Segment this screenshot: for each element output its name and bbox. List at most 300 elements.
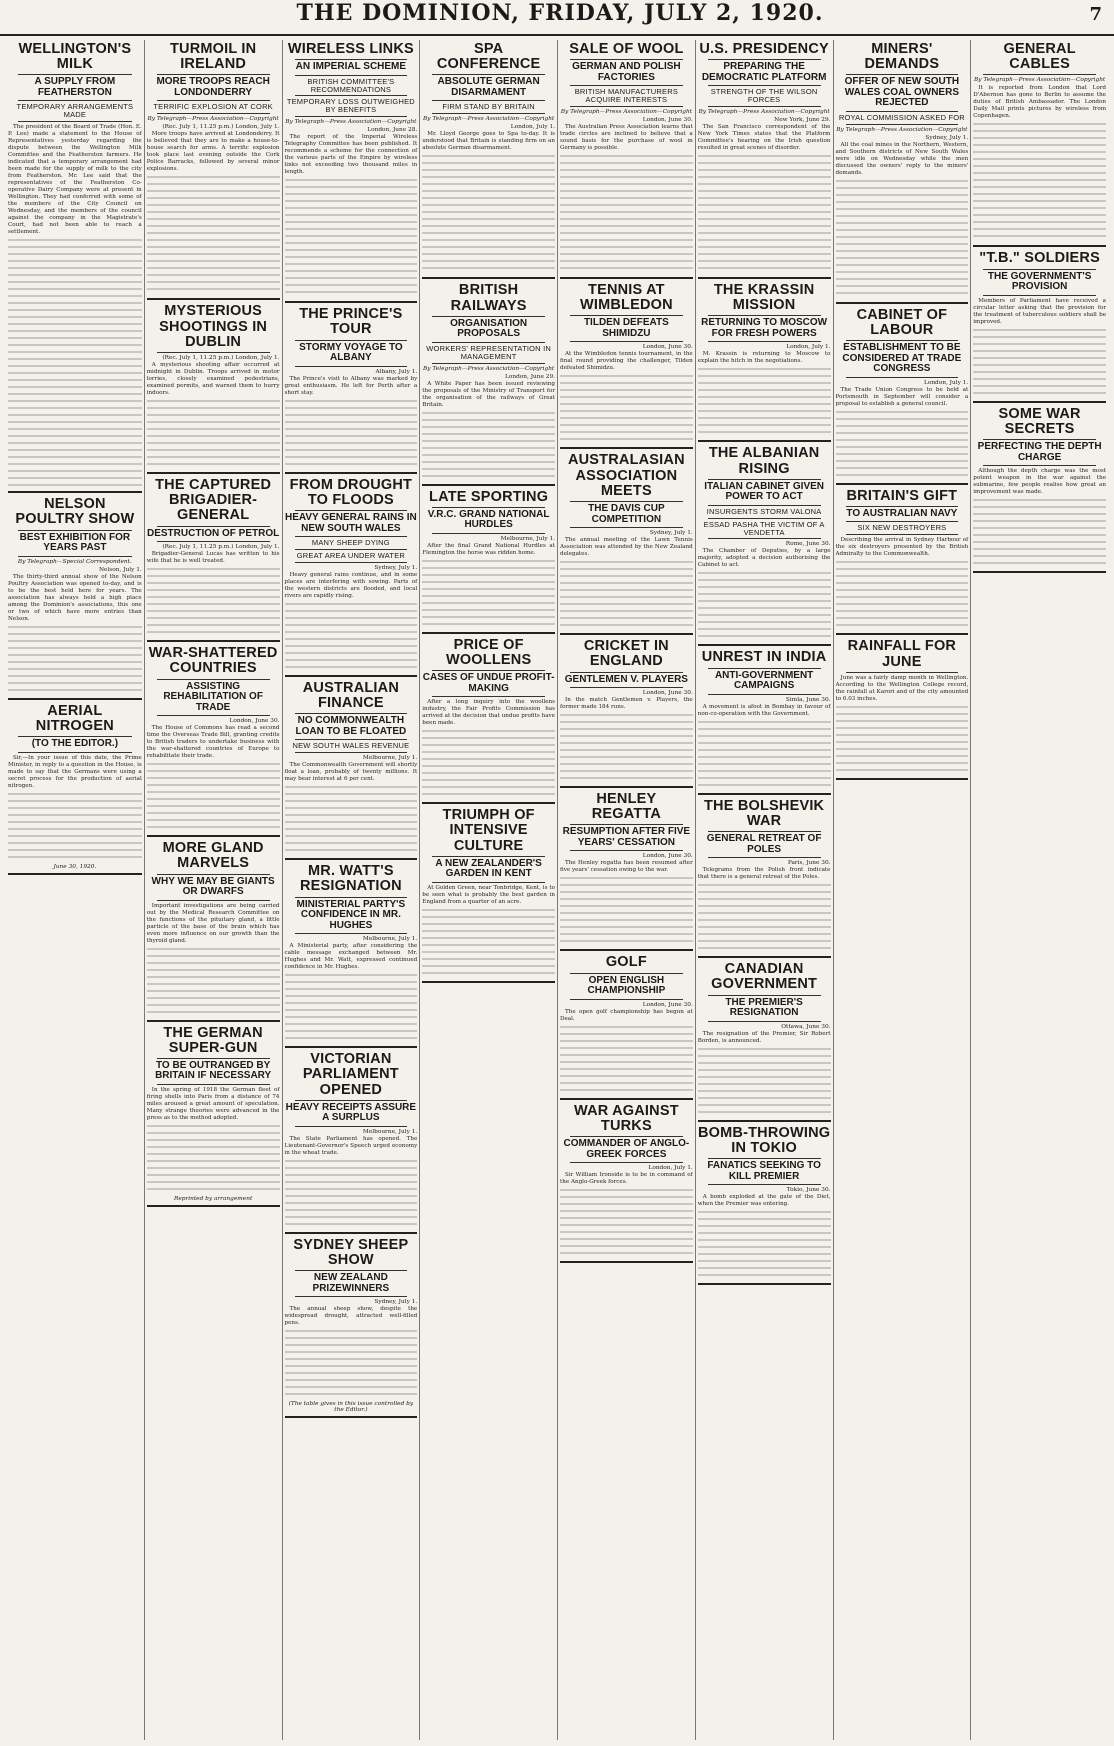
body-text-lines [422, 908, 555, 978]
subhead-rule [983, 295, 1096, 296]
article-dateline: Sydney, July 1. [649, 530, 693, 537]
subhead-rule [570, 687, 683, 688]
article [836, 308, 969, 485]
article-divider [560, 786, 693, 788]
article [285, 307, 418, 473]
article-dateline: London, June 28. [367, 127, 418, 134]
article-subhead: TEMPORARY ARRANGEMENTS MADE [16, 102, 134, 120]
article-body: All the coal mines in the Northern, Western, and Southern districts of New South Wales were idle on Wednesday while the men discussed the owners' reply to the miners' demands. [835, 141, 969, 176]
article-dateline: London, June 30. [642, 344, 693, 351]
subhead-rule [432, 696, 545, 697]
article-divider [560, 277, 693, 279]
article-subhead: ORGANISATION PROPOSALS [450, 317, 528, 340]
article-subhead: (TO THE EDITOR.) [31, 738, 119, 750]
headline-rule [295, 713, 408, 714]
article-dateline: London, June 30. [229, 718, 280, 725]
article [560, 453, 693, 635]
article-divider [560, 633, 693, 635]
article-body: More troops have arrived at Londonderry. It is believed that they are to make a house-to-house search for arms. A terrific explosion took place last evening outside the Cork Police Barracks, followed by several minor explosions. [146, 131, 280, 173]
article-subhead: TEMPORARY LOSS OUTWEIGHED BY BENEFITS [286, 97, 415, 115]
headline-rule [157, 352, 270, 353]
article-subhead: GERMAN AND POLISH FACTORIES [572, 61, 681, 83]
body-text-lines [147, 762, 280, 832]
body-text-lines [285, 973, 418, 1043]
subhead-rule [295, 75, 408, 76]
headline-rule [18, 736, 132, 737]
body-text-lines [8, 625, 142, 695]
article [285, 1238, 418, 1418]
subhead-rule [157, 541, 270, 542]
article-dateline: Nelson, July 1. [98, 566, 142, 573]
subhead-rule [432, 100, 545, 101]
article [560, 42, 693, 279]
body-text-lines [698, 1210, 831, 1280]
body-text-lines [147, 175, 280, 295]
article-subhead: PREPARING THE DEMOCRATIC PLATFORM [701, 61, 827, 83]
body-text-lines [698, 883, 831, 953]
headline-rule [983, 439, 1096, 440]
article-subhead: SIX NEW DESTROYERS [857, 523, 947, 533]
article-body: In the match Gentlemen v. Players, the former made 184 runs. [560, 697, 693, 710]
body-text-lines [285, 785, 418, 855]
headline-rule [708, 831, 821, 832]
subhead-rule [570, 85, 683, 86]
headline-rule [570, 501, 683, 502]
article-body: The Prince's visit to Albany was marked by great enthusiasm. He left for Perth after a short stay. [284, 375, 418, 396]
article-byline: By Telegraph—Press Association—Copyright [285, 119, 417, 126]
article-headline: TENNIS AT WIMBLEDON [579, 281, 673, 314]
article-dateline: New York, June 29. [774, 116, 831, 123]
article-divider [8, 873, 142, 875]
subhead-rule [570, 850, 683, 851]
article-subhead: ABSOLUTE GERMAN DISARMAMENT [437, 76, 540, 98]
article-body: The annual sheep show, despite the widespread drought, attracted well-filled pens. [284, 1306, 418, 1327]
subhead-rule [708, 857, 821, 858]
headline-rule [18, 530, 132, 531]
column-6 [695, 40, 833, 1740]
subhead-rule [18, 752, 132, 753]
article-subhead: V.R.C. GRAND NATIONAL HURDLES [427, 508, 550, 531]
article-divider [285, 301, 418, 303]
article-body: The Chamber of Deputies, by a large majority, adopted a decision authorising the Cabinet to act. [697, 548, 831, 569]
article [285, 1052, 418, 1234]
article-signoff: (The table gives in this issue controlled by the Editor.) [288, 1401, 414, 1414]
article-body: Members of Parliament have received a circular letter asking that the provision for the treatment of tuberculous soldiers shall be improved. [973, 297, 1106, 325]
headline-rule [157, 1058, 270, 1059]
article-subhead: HEAVY RECEIPTS ASSURE A SURPLUS [285, 1101, 417, 1124]
subhead-rule [708, 505, 821, 506]
article-headline: UNREST IN INDIA [701, 649, 827, 666]
article-headline: VICTORIAN PARLIAMENT OPENED [302, 1051, 399, 1098]
article [698, 42, 831, 279]
article-body: Brigadier-General Lucas has written to his wife that he is well treated. [146, 551, 280, 565]
headline-rule [432, 74, 545, 75]
article-signoff: June 30, 1920. [53, 863, 97, 870]
article-body: The open golf championship has begun at Deal. [560, 1008, 693, 1022]
column-1 [6, 40, 144, 1740]
article-divider [836, 483, 969, 485]
headline-rule [157, 679, 270, 680]
headline-rule [983, 74, 1096, 75]
column-8 [970, 40, 1108, 1740]
article-subhead: RETURNING TO MOSCOW FOR FRESH POWERS [701, 317, 828, 339]
page-number: 7 [1089, 4, 1102, 25]
article-body: Heavy general rains continue, and in some places are interfering with sowing. Parts of the western districts are flooded, and local rivers are rapidly rising. [284, 571, 418, 599]
subhead-rule [708, 106, 821, 107]
body-text-lines [147, 399, 280, 469]
article-headline: PRICE OF WOOLLENS [445, 636, 532, 668]
article-body: June was a fairly damp month in Wellington. According to the Wellington College record, the rainfall at Karori and of the city amounted to 6.03 inches. [835, 674, 969, 702]
article-headline: MINERS' DEMANDS [864, 41, 940, 73]
article [285, 478, 418, 677]
article-subhead: NEW ZEALAND PRIZEWINNERS [312, 1272, 390, 1294]
article-divider [973, 401, 1106, 403]
headline-rule [432, 856, 545, 857]
body-text-lines [698, 154, 831, 274]
article-subhead: THE DAVIS CUP COMPETITION [588, 503, 665, 525]
subhead-rule [157, 100, 270, 101]
body-text-lines [560, 374, 693, 444]
article-subhead: AN IMPERIAL SCHEME [295, 61, 407, 73]
article [285, 42, 418, 303]
article-divider [147, 835, 280, 837]
article-divider [836, 633, 969, 635]
article-dateline: London, June 30. [642, 116, 693, 123]
article-byline: By Telegraph—Press Association—Copyright [560, 108, 693, 115]
article-divider [422, 632, 555, 634]
article-headline: AUSTRALASIAN ASSOCIATION MEETS [567, 452, 685, 499]
article-headline: GENERAL CABLES [1003, 41, 1076, 73]
headline-rule [570, 59, 683, 60]
article [560, 283, 693, 449]
article-headline: SOME WAR SECRETS [998, 405, 1081, 437]
article-dateline: London, June 30. [642, 1001, 693, 1008]
article-dateline: Ottawa, June 30. [781, 1023, 831, 1030]
article-subhead: GENTLEMEN V. PLAYERS [564, 673, 688, 685]
article-subhead: STORMY VOYAGE TO ALBANY [299, 341, 403, 364]
article-headline: WIRELESS LINKS [287, 41, 414, 57]
article-divider [560, 447, 693, 449]
article-headline: SYDNEY SHEEP SHOW [293, 1236, 409, 1268]
article-divider [698, 793, 831, 795]
article-subhead: HEAVY GENERAL RAINS IN NEW SOUTH WALES [285, 512, 417, 534]
article-dateline: London, June 30. [642, 853, 693, 860]
article-dateline: Melbourne, July 1. [362, 936, 418, 943]
article-divider [973, 571, 1106, 573]
article-headline: TURMOIL IN IRELAND [169, 41, 257, 73]
article-body: A movement is afoot in Bombay in favour of non-co-operation with the Government. [697, 703, 831, 717]
article-headline: THE GERMAN SUPER-GUN [163, 1024, 263, 1056]
article-body: Telegrams from the Polish front indicate that there is a general retreat of the Poles. [697, 867, 831, 881]
body-text-lines [560, 154, 693, 274]
article-dateline: London, June 30. [642, 690, 693, 696]
article-headline: BOMB-THROWING IN TOKIO [697, 1124, 831, 1156]
subhead-rule [432, 882, 545, 883]
headline-rule [570, 315, 683, 316]
article-subhead: BRITISH MANUFACTURERS ACQUIRE INTERESTS [574, 87, 679, 105]
body-text-lines [836, 410, 969, 480]
article-subhead: NEW SOUTH WALES REVENUE [292, 741, 410, 751]
subhead-rule [18, 556, 132, 557]
article-byline: By Telegraph—Press Association—Copyright [698, 108, 830, 115]
article [147, 304, 280, 474]
article-body: Sir William Ironside is to be in command of the Anglo-Greek forces. [560, 1172, 693, 1186]
article-divider [285, 1232, 418, 1234]
article-body: The Australian Press Association learns that trade circles are inclined to believe that a sound basis for the purchase of wool in Germany is possible. [560, 123, 693, 151]
subhead-rule [570, 106, 683, 107]
article-body: A mysterious shooting affair occurred at midnight in Dublin. Troops arrived in motor lorries, closely examined pedestrians, examined permits, and warned them to hurry indoors. [146, 361, 280, 396]
article-body: The thirty-third annual show of the Nelson Poultry Association was opened to-day, and is to be the best held here for years. The association has always held a high place among the Dominion's associations, this one or two of which have more entries than Nelson. [8, 573, 142, 622]
article-divider [8, 491, 142, 493]
headline-rule [846, 506, 959, 507]
article-dateline: Paris, June 30. [787, 860, 831, 867]
article-divider [147, 1205, 280, 1207]
article-divider [698, 1283, 831, 1285]
article-body: The State Parliament has opened. The Lieutenant-Governor's Speech urged economy in the wheat trade. [284, 1135, 418, 1156]
article-divider [147, 640, 280, 642]
headline-rule [570, 1136, 683, 1137]
article-divider [836, 302, 969, 304]
body-text-lines [560, 1188, 693, 1258]
headline-rule [157, 874, 270, 875]
article-byline: By Telegraph—Press Association—Copyright [422, 365, 555, 372]
article-subhead: A SUPPLY FROM FEATHERSTON [34, 76, 116, 98]
article [422, 490, 555, 634]
article-divider [698, 277, 831, 279]
subhead-rule [157, 715, 270, 716]
article-headline: TRIUMPH OF INTENSIVE CULTURE [442, 807, 535, 854]
article [285, 864, 418, 1048]
article-headline: LATE SPORTING [429, 488, 549, 505]
article-dateline: Melbourne, July 1. [362, 1128, 418, 1135]
article [836, 489, 969, 636]
subhead-rule [295, 536, 408, 537]
article-subhead: INSURGENTS STORM VALONA [706, 506, 822, 516]
article-dateline: London, July 1. [923, 379, 969, 386]
article-divider [8, 698, 142, 700]
article-headline: THE PRINCE'S TOUR [299, 306, 403, 338]
article-subhead: WHY WE MAY BE GIANTS OR DWARFS [151, 875, 275, 897]
article [422, 808, 555, 983]
body-text-lines [422, 154, 555, 274]
subhead-rule [846, 521, 959, 522]
subhead-rule [432, 533, 545, 534]
body-text-lines [560, 876, 693, 946]
subhead-rule [983, 465, 1096, 466]
body-text-lines [698, 720, 831, 790]
column-7 [833, 40, 971, 1740]
article-subhead: ASSISTING REHABILITATION OF TRADE [163, 680, 263, 713]
article [698, 446, 831, 646]
article-body: At Golden Green, near Tonbridge, Kent, is to be seen what is probably the best garden in England from a quarter of an acre. [422, 884, 555, 905]
article-subhead: ESTABLISHMENT TO BE CONSIDERED AT TRADE CONGRESS [842, 342, 962, 375]
subhead-rule [295, 116, 408, 117]
body-text-lines [147, 567, 280, 637]
body-text-lines [285, 1159, 418, 1229]
article-subhead: ANTI-GOVERNMENT CAMPAIGNS [714, 669, 814, 692]
article-headline: WELLINGTON'S MILK [18, 41, 132, 73]
column-4 [419, 40, 557, 1740]
subhead-rule [295, 562, 408, 563]
subhead-rule [846, 534, 959, 535]
article [973, 251, 1106, 402]
article-divider [698, 956, 831, 958]
headline-rule [708, 479, 821, 480]
article [973, 42, 1106, 247]
article-body: The annual meeting of the Lawn Tennis Association was attended by the New Zealand delegates. [560, 537, 693, 558]
headline-rule [983, 269, 1096, 270]
article-headline: WAR-SHATTERED COUNTRIES [148, 645, 278, 677]
article-headline: AUSTRALIAN FINANCE [302, 679, 399, 712]
article-divider [560, 949, 693, 951]
subhead-rule [708, 694, 821, 695]
article-byline: By Telegraph—Press Association—Copyright [147, 116, 279, 123]
subhead-rule [708, 85, 821, 86]
article-subhead: DESTRUCTION OF PETROL [147, 527, 280, 539]
article-dateline: Sydney, July 1. [925, 134, 969, 141]
newspaper-title: THE DOMINION, FRIDAY, JULY 2, 1920. [296, 0, 824, 26]
subhead-rule [295, 933, 408, 934]
article-byline: By Telegraph—Press Association—Copyright [973, 77, 1106, 84]
article-headline: MR. WATT'S RESIGNATION [299, 863, 402, 895]
article-body: The House of Commons has read a second time the Overseas Trade Bill, granting credits to British traders to undertake business with the war-shattered countries of Europe to rehabilitate their trade. [146, 725, 280, 760]
article-headline: FROM DROUGHT TO FLOODS [289, 476, 413, 508]
body-text-lines [560, 713, 693, 783]
article [422, 42, 555, 279]
article-body: A White Paper has been issued reviewing the proposals of the Ministry of Transport for the organisation of the railways of Great Britain. [422, 380, 555, 408]
article [560, 1104, 693, 1263]
headline-rule [846, 672, 959, 673]
body-text-lines [836, 560, 969, 630]
article-subhead: ROYAL COMMISSION ASKED FOR [838, 112, 965, 122]
headline-rule [295, 510, 408, 511]
article-subhead: FANATICS SEEKING TO KILL PREMIER [707, 1160, 821, 1182]
subhead-rule [157, 113, 270, 114]
article-dateline: (Rec. July 1, 11.25 p.m.) London, July 1. [162, 544, 280, 551]
article-divider [285, 472, 418, 474]
article-headline: MORE GLAND MARVELS [162, 840, 264, 872]
subhead-rule [432, 342, 545, 343]
subhead-rule [570, 341, 683, 342]
article [422, 638, 555, 804]
article-subhead: MORE TROOPS REACH LONDONDERRY [156, 76, 270, 98]
headline-rule [432, 507, 545, 508]
headline-rule [295, 340, 408, 341]
body-text-lines [836, 705, 969, 775]
article-subhead: BRITISH COMMITTEE'S RECOMMENDATIONS [307, 76, 395, 94]
article [698, 283, 831, 442]
article-body: The president of the Board of Trade (Hon. E. P. Lee) made a statement to the House of Representatives yesterday regarding the dispute between the Wellington Milk Committee and the Featherston farmers. He indicated that a temporary arrangement had been made for the supply of milk to the city from Featherston. Mr. Lee said that the representatives of the Featherston Co-operative Dairy Company were at present in Wellington. They had conferred with some of the members of the City Council on Wednesday, and the members of the council against the company in the Magistrate's Court, had not been able to reach a settlement. [8, 124, 142, 236]
body-text-lines [973, 498, 1106, 568]
article [285, 681, 418, 860]
article-headline: THE ALBANIAN RISING [708, 445, 820, 477]
article-headline: BRITISH RAILWAYS [450, 282, 527, 314]
subhead-rule [846, 124, 959, 125]
subhead-rule [157, 1084, 270, 1085]
article-divider [285, 1416, 418, 1418]
headline-rule [570, 973, 683, 974]
article-byline: By Telegraph—Press Association—Copyright [836, 126, 968, 133]
article [560, 955, 693, 1099]
subhead-rule [295, 95, 408, 96]
body-text-lines [285, 399, 418, 469]
article-subhead: TERRIFIC EXPLOSION AT CORK [153, 102, 273, 112]
body-text-lines [8, 238, 142, 488]
article-headline: SALE OF WOOL [569, 41, 684, 57]
article-dateline: Sydney, July 1. [374, 564, 418, 571]
article-subhead: OPEN ENGLISH CHAMPIONSHIP [587, 974, 666, 997]
article [698, 799, 831, 958]
article-body: Mr. Lloyd George goes to Spa to-day. It is understood that Britain is standing firm on an absolute German disarmament. [422, 131, 555, 152]
article-body: The Trade Union Congress to be held at Portsmouth in September will consider a proposal to establish a general council. [835, 386, 969, 407]
article-headline: CRICKET IN ENGLAND [583, 638, 669, 670]
article-divider [422, 981, 555, 983]
body-text-lines [698, 571, 831, 641]
article-divider [285, 675, 418, 677]
article-body: The San Francisco correspondent of the New York Times states that the Platform Committee's hearing on the Irish question resulted in great scenes of disorder. [697, 123, 831, 151]
article-dateline: Melbourne, July 1. [500, 535, 555, 542]
article-body: M. Krassin is returning to Moscow to explain the hitch in the negotiations. [697, 351, 831, 365]
article-divider [422, 802, 555, 804]
newspaper-columns [6, 40, 1108, 1740]
article-subhead: NO COMMONWEALTH LOAN TO BE FLOATED [295, 715, 407, 737]
article [147, 42, 280, 300]
subhead-rule [295, 549, 408, 550]
article-subhead: THE GOVERNMENT'S PROVISION [987, 270, 1092, 293]
body-text-lines [285, 178, 418, 298]
article [836, 639, 969, 779]
article-divider [560, 1261, 693, 1263]
article-subhead: PERFECTING THE DEPTH CHARGE [977, 441, 1102, 463]
body-text-lines [285, 1329, 418, 1399]
article-headline: AERIAL NITROGEN [35, 702, 114, 734]
article-subhead: TILDEN DEFEATS SHIMIDZU [583, 317, 669, 339]
article-body: The report of the Imperial Wireless Telegraphy Committee has been published. It recommends a scheme for the connection of the various parts of the Empire by wireless links not exceeding two thousand miles in length. [284, 134, 418, 176]
article-body: The Commonwealth Government will shortly float a loan, probably of twenty millions. It may bear interest at 6 per cent. [284, 762, 418, 783]
article-subhead: CASES OF UNDUE PROFIT-MAKING [422, 672, 555, 694]
subhead-rule [846, 377, 959, 378]
article-headline: MYSTERIOUS SHOOTINGS IN DUBLIN [159, 303, 268, 350]
article-byline: By Telegraph—Press Association—Copyright [422, 116, 555, 123]
article-divider [836, 778, 969, 780]
body-text-lines [698, 367, 831, 437]
headline-rule [570, 672, 683, 673]
headline-rule [295, 897, 408, 898]
article-subhead: STRENGTH OF THE WILSON FORCES [710, 87, 818, 105]
article-subhead: A NEW ZEALANDER'S GARDEN IN KENT [435, 857, 542, 880]
article-body: After the final Grand National Hurdles at Flemington the horse was ridden home. [422, 542, 555, 556]
article-headline: "T.B." SOLDIERS [979, 250, 1100, 267]
article [698, 962, 831, 1121]
article-headline: CABINET OF LABOUR [856, 306, 948, 339]
article-body: At the Wimbledon tennis tournament, in the final round providing the challenger, Tilden defeated Shimidzu. [560, 351, 693, 372]
article-body: After a long inquiry into the woollens industry, the Fair Profits Commission has arrived at the decision that undue profits have been made. [422, 699, 555, 727]
article-headline: RAINFALL FOR JUNE [847, 638, 957, 670]
subhead-rule [570, 1162, 683, 1163]
article-divider [422, 277, 555, 279]
article-headline: U.S. PRESIDENCY [699, 41, 829, 57]
article-dateline: (Rec. July 1, 11.25 p.m.) London, July 1. [162, 354, 280, 361]
headline-rule [708, 1158, 821, 1159]
body-text-lines [973, 122, 1106, 242]
subhead-rule [708, 1021, 821, 1022]
headline-rule [157, 74, 270, 75]
subhead-rule [846, 111, 959, 112]
article [422, 283, 555, 485]
article-dateline: Melbourne, July 1. [362, 755, 418, 762]
column-3 [282, 40, 420, 1740]
headline-rule [708, 995, 821, 996]
